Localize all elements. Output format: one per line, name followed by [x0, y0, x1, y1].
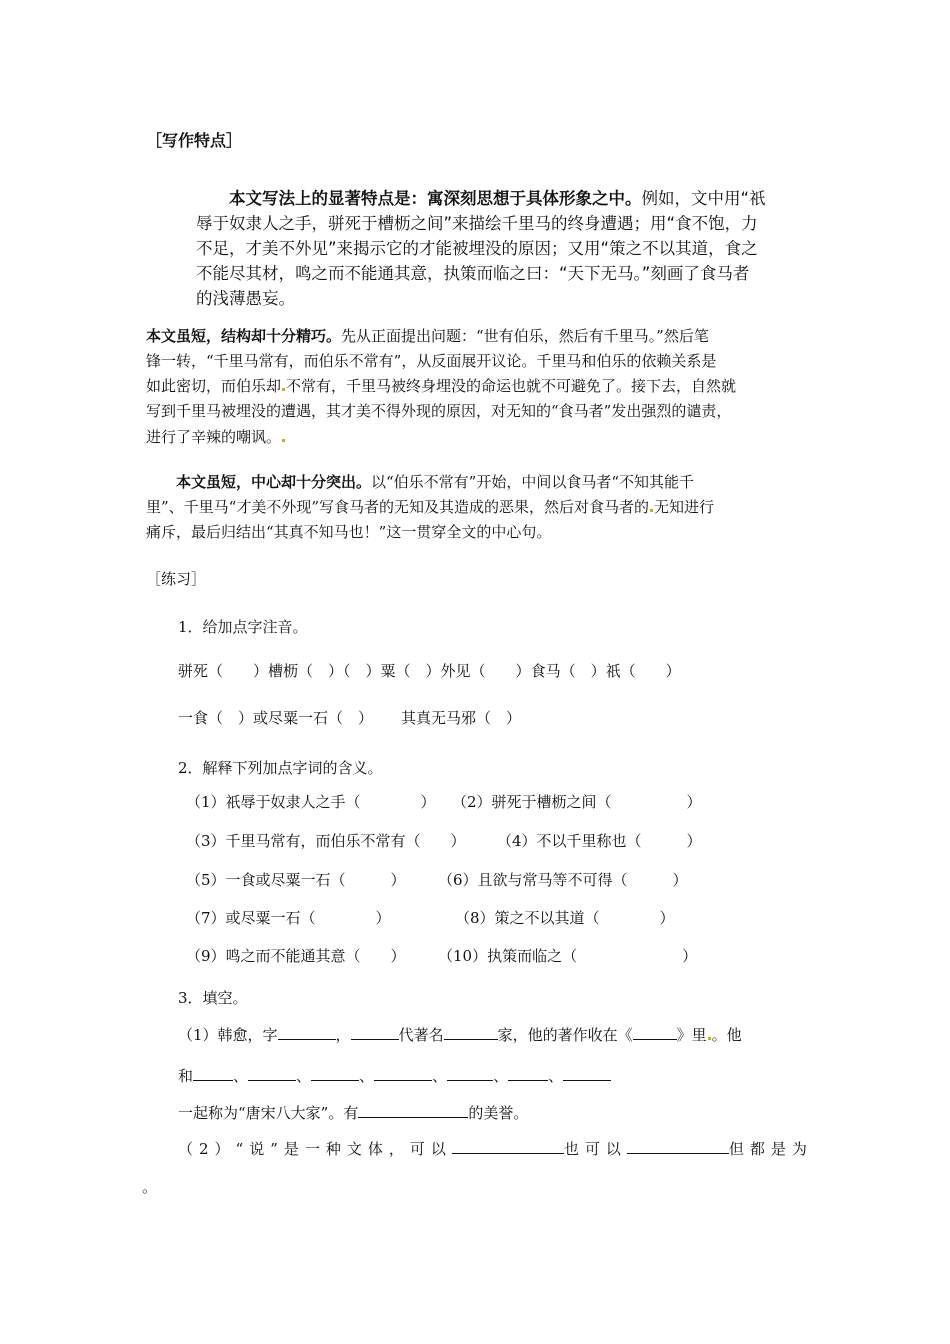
blank-line[interactable]: [563, 1065, 611, 1081]
q3-text: 》里: [676, 1026, 707, 1044]
q1-item: 其真无马邪（ ）: [401, 709, 522, 727]
blank-line[interactable]: [358, 1102, 468, 1118]
q1-row-1: [178, 660, 681, 681]
blank-line[interactable]: [248, 1065, 296, 1081]
blank-line[interactable]: [627, 1138, 729, 1154]
p3-line-2: [146, 496, 714, 517]
q2-item-9: （9）鸣之而不能通其意（ ）: [186, 947, 406, 965]
q3-text: （2）“说”是一种文体，可以: [178, 1140, 452, 1158]
q2-item-10: （10）执策而临之（ ）: [438, 947, 698, 965]
blank-line[interactable]: [633, 1024, 677, 1040]
q2-item-6: （6）且欲与常马等不可得（ ）: [438, 871, 688, 889]
q3-text: 、: [432, 1067, 448, 1085]
q3-text: （1）韩愈，字: [178, 1026, 278, 1044]
p2-line-5: [146, 426, 286, 447]
q3-text: 代著名: [398, 1026, 444, 1044]
section-heading-exercise: ［练习］: [146, 570, 207, 588]
p3-text-2a: 里”、千里马“才美不外现”写食马者的无知及其造成的恶果，然后对食马者的: [146, 498, 650, 516]
p1-line-3: 不足，才美不外见”来揭示它的才能被埋没的原因；又用“策之不以其道，食之: [196, 239, 758, 258]
p1-text-1: 例如，文中用“祇: [641, 189, 766, 208]
q1-item: 骈死（ ）: [178, 662, 269, 680]
p1-line-5: 的浅薄愚妄。: [196, 289, 295, 308]
q3-text: 但都是为: [728, 1140, 813, 1158]
q3-text: 也可以: [563, 1140, 627, 1158]
blank-line[interactable]: [351, 1024, 399, 1040]
q1-item: 食马（ ）: [530, 662, 606, 680]
q3-text: 和: [178, 1067, 194, 1085]
edit-mark: [650, 509, 653, 512]
blank-line[interactable]: [193, 1065, 233, 1081]
q3-text: 、: [548, 1067, 564, 1085]
q2-item-8: （8）策之不以其道（ ）: [455, 909, 675, 927]
q3-title: 3．填空。: [178, 989, 248, 1007]
q1-item: 或尽粟一石（ ）: [253, 709, 374, 727]
q2-item-7: （7）或尽粟一石（ ）: [186, 909, 391, 927]
edit-mark: [708, 1037, 711, 1040]
section-heading-features: ［写作特点］: [146, 131, 243, 150]
p3-line-1: [176, 471, 694, 492]
q3-line-4: [178, 1138, 813, 1159]
q3-line-2: [178, 1065, 611, 1086]
q2-item-2: （2）骈死于槽枥之间（ ）: [452, 793, 702, 811]
p1-line-2: 辱于奴隶人之手，骈死于槽枥之间”来描绘千里马的终身遭遇；用“食不饱，力: [196, 214, 758, 233]
p1-lead: 本文写法上的显著特点是：寓深刻思想于具体形象之中。: [229, 189, 642, 208]
q2-item-5: （5）一食或尽粟一石（ ）: [186, 871, 406, 889]
p2-text-1: 先从正面提出问题：“世有伯乐，然后有千里马。”然后笔: [341, 327, 709, 345]
q3-text: 一起称为“唐宋八大家”。有: [178, 1104, 359, 1122]
q3-text: ，: [335, 1026, 351, 1044]
edit-mark: [282, 439, 285, 442]
p2-text-3b: 不常有，千里马被终身埋没的命运也就不可避免了。接下去，自然就: [286, 377, 737, 395]
blank-line[interactable]: [311, 1065, 359, 1081]
p2-text-3a: 如此密切，而伯乐却: [146, 377, 282, 395]
p1-line-4: 不能尽其材，鸣之而不能通其意，执策而临之曰：“天下无马。”刻画了食马者: [196, 264, 750, 283]
p2-text-5: 进行了辛辣的嘲讽。: [146, 428, 282, 446]
q3-text: 、: [296, 1067, 312, 1085]
p2-line-3: [146, 375, 736, 396]
q3-line-1: [178, 1024, 742, 1045]
p2-line-1: [146, 325, 709, 346]
blank-line[interactable]: [444, 1024, 498, 1040]
blank-line[interactable]: [508, 1065, 548, 1081]
edit-mark: [282, 388, 285, 391]
q1-item: 祇（ ）: [605, 662, 681, 680]
q3-text: 、: [359, 1067, 375, 1085]
q2-item-4: （4）不以千里称也（ ）: [497, 832, 702, 850]
q3-text: 、: [493, 1067, 509, 1085]
blank-line[interactable]: [278, 1024, 336, 1040]
q1-item: 粟（ ）: [380, 662, 441, 680]
q3-text: 、: [233, 1067, 249, 1085]
q1-item: 一食（ ）: [178, 709, 254, 727]
blank-line[interactable]: [447, 1065, 493, 1081]
q1-title: 1．给加点字注音。: [178, 618, 308, 636]
q3-line-5: 。: [142, 1178, 158, 1196]
p1-line-1: [196, 186, 766, 211]
q2-item-1: （1）祇辱于奴隶人之手（ ）: [186, 793, 436, 811]
p2-line-2: 锋一转，“千里马常有，而伯乐不常有”，从反面展开议论。千里马和伯乐的依赖关系是: [146, 352, 717, 370]
p3-lead: 本文虽短，中心却十分突出。: [176, 473, 372, 491]
q2-item-3: （3）千里马常有，而伯乐不常有（ ）: [186, 832, 466, 850]
q1-item: 外见（ ）: [440, 662, 531, 680]
q3-text: 家，他的著作收在《: [497, 1026, 633, 1044]
q3-text: 。他: [711, 1026, 742, 1044]
q1-item: 槽枥（ ）（ ）: [268, 662, 381, 680]
p3-line-3: 痛斥，最后归结出“其真不知马也！”这一贯穿全文的中心句。: [146, 523, 552, 541]
p3-text-2b: 无知进行: [654, 498, 715, 516]
q3-line-3: [178, 1102, 528, 1123]
q1-row-2: [178, 707, 521, 728]
p2-lead: 本文虽短，结构却十分精巧。: [146, 327, 342, 345]
blank-line[interactable]: [452, 1138, 564, 1154]
p3-text-1: 以“伯乐不常有”开始，中间以食马者“不知其能千: [371, 473, 695, 491]
p2-line-4: 写到千里马被埋没的遭遇，其才美不得外现的原因，对无知的“食马者”发出强烈的谴责，: [146, 402, 732, 420]
q3-text: 的美誉。: [468, 1104, 529, 1122]
blank-line[interactable]: [374, 1065, 432, 1081]
q2-title: 2．解释下列加点字词的含义。: [178, 759, 383, 777]
